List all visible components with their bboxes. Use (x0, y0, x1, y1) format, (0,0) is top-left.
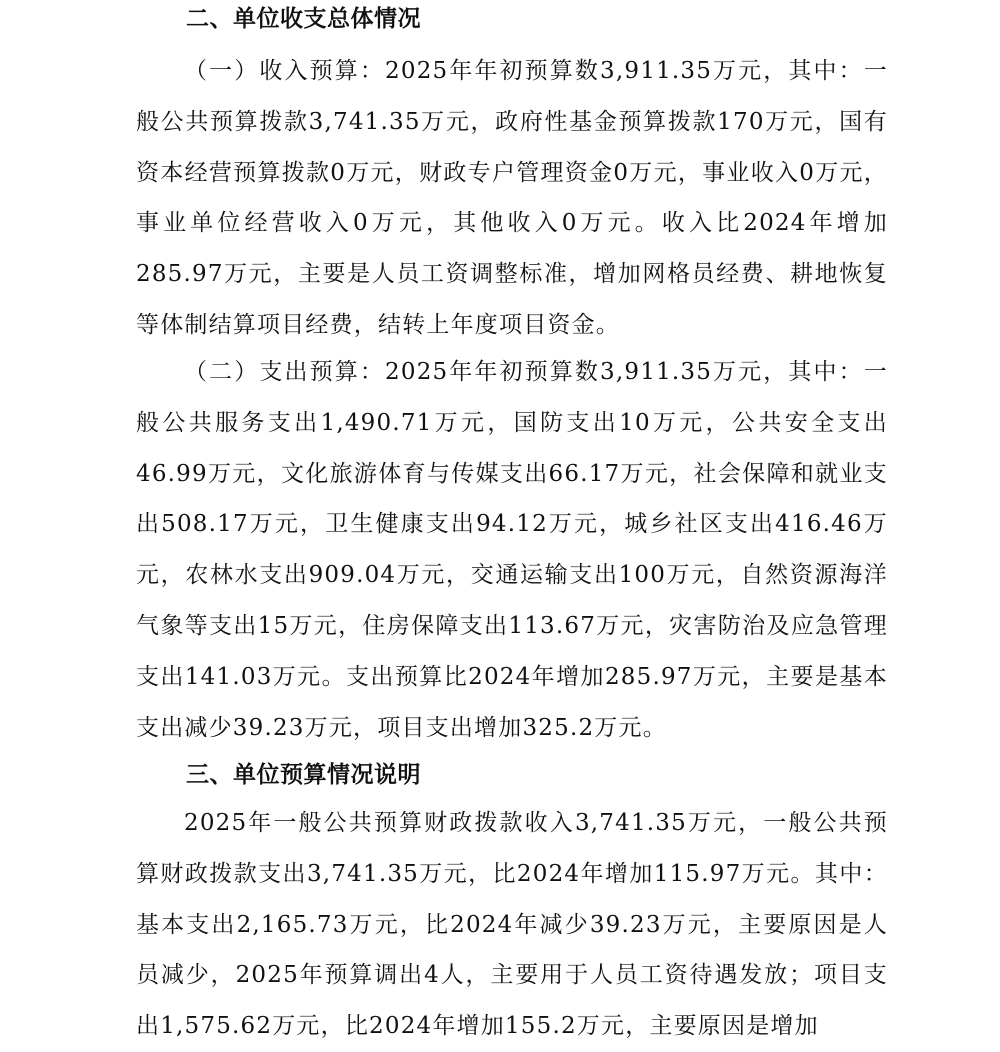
expenditure-budget-paragraph (136, 347, 888, 753)
income-budget-text: 2025年年初预算数3,911.35万元，其中：一般公共预算拨款3,741.35万元，政府性基金预算拨款170万元，国有资本经营预算拨款0万元，财政专户管理资金0万元，事业收入0万元，事业单位经营收入0万元，其他收入0万元。收入比2024年增加285.97万元，主要是人员工资调整标准，增加网格员经费、耕地恢复等体制结算项目经费，结转上年度项目资金。 (136, 58, 888, 338)
section-heading-budget-explanation: 三、单位预算情况说明 (186, 762, 421, 788)
section-heading-overall: 二、单位收支总体情况 (186, 6, 421, 32)
budget-explanation-paragraph: 2025年一般公共预算财政拨款收入3,741.35万元，一般公共预算财政拨款支出3,741.35万元，比2024年增加115.97万元。其中：基本支出2,165.73万元，比2024年减少39.23万元，主要原因是人员减少，2025年预算调出4人，主要用于人员工资待遇发放；项目支出1,575.62万元，比2024年增加155.2万元，主要原因是增加 (136, 810, 888, 1040)
expenditure-budget-label: （二）支出预算： (184, 359, 386, 385)
income-budget-paragraph (136, 46, 888, 351)
income-budget-label: （一）收入预算： (184, 58, 386, 84)
expenditure-budget-text: 2025年年初预算数3,911.35万元，其中：一般公共服务支出1,490.71万元，国防支出10万元，公共安全支出46.99万元，文化旅游体育与传媒支出66.17万元，社会保障和就业支出508.17万元，卫生健康支出94.12万元，城乡社区支出416.46万元，农林水支出909.04万元，交通运输支出100万元，自然资源海洋气象等支出15万元，住房保障支出113.67万元，灾害防治及应急管理支出141.03万元。支出预算比2024年增加285.97万元，主要是基本支出减少39.23万元，项目支出增加325.2万元。 (136, 359, 888, 741)
